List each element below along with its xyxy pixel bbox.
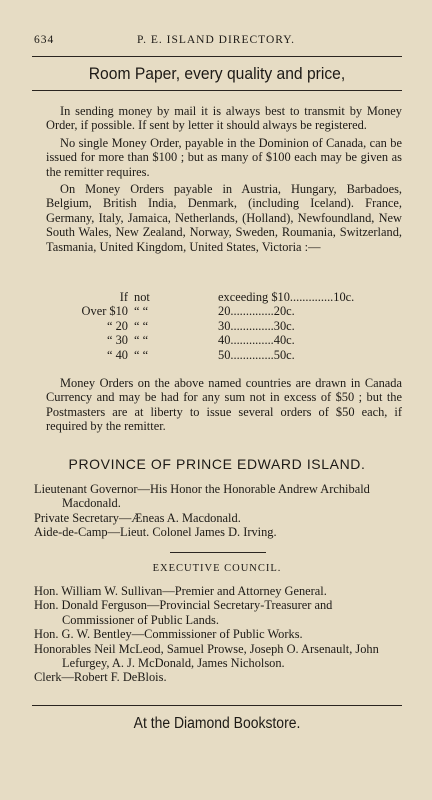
closing-paragraph: Money Orders on the above named countries are drawn in Canada Currency and may be had for any sum not in excess of $50 ; but the Postmasters are at liberty to issue several orders of $50 each, if required by the remitter. — [46, 376, 402, 434]
footer-rule — [32, 705, 402, 706]
banner-rule — [32, 90, 402, 91]
list-item: Private Secretary—Æneas A. Macdonald. — [34, 510, 241, 525]
list-item: Lieutenant Governor—His Honor the Honorable Andrew Archibald Macdonald. — [34, 482, 370, 511]
paragraph-2: No single Money Order, payable in the Dominion of Canada, can be issued for more than $100 ; but as many of $100 each may be given as the remitter requires. — [46, 135, 402, 179]
rate-row: “ 40 “ “ 50..............50c. — [107, 347, 295, 362]
province-heading: PROVINCE OF PRINCE EDWARD ISLAND. — [68, 456, 366, 472]
money-order-closing — [46, 376, 402, 437]
province-officers — [34, 482, 402, 540]
paragraph-3: On Money Orders payable in Austria, Hungary, Barbadoes, Belgium, British India, Denmark, (including Iceland). France, Germany, Italy, Jamaica, Netherlands, (Holland), Newfoundland, New South Wales, New Zealand, Norway, Sweden, Roumania, Switzerland, Tasmania, United Kingdom, United States, Victoria :— — [46, 182, 402, 254]
money-order-text — [46, 104, 402, 257]
list-item: Clerk—Robert F. DeBlois. — [34, 670, 167, 685]
list-item: Honorables Neil McLeod, Samuel Prowse, Joseph O. Arsenault, John Lefurgey, A. J. McDonald, James Nicholson. — [34, 641, 379, 671]
rate-row: “ 20 “ “ 30..............30c. — [107, 318, 295, 333]
list-item: Hon. G. W. Bentley—Commissioner of Public Works. — [34, 627, 303, 642]
rate-row: “ 30 “ “ 40..............40c. — [107, 333, 295, 348]
paragraph-1: In sending money by mail it is always best to transmit by Money Order, if possible. If sent by letter it should always be registered. — [46, 104, 402, 133]
page-number: 634 — [34, 34, 55, 46]
list-item: Aide-de-Camp—Lieut. Colonel James D. Irving. — [34, 525, 277, 540]
list-item: Hon. William W. Sullivan—Premier and Attorney General. — [34, 584, 327, 598]
header-rule — [32, 56, 402, 57]
section-divider — [170, 552, 266, 553]
council-heading: EXECUTIVE COUNCIL. — [152, 563, 282, 574]
money-order-rates — [72, 290, 400, 362]
executive-council — [34, 584, 402, 685]
running-title: P. E. ISLAND DIRECTORY. — [136, 34, 296, 46]
list-item: Hon. Donald Ferguson—Provincial Secretary-Treasurer and Commissioner of Public Lands. — [34, 598, 333, 627]
rate-row: If not exceeding $10..............10c. — [119, 290, 355, 304]
rate-row: Over $10 “ “ 20..............20c. — [81, 304, 295, 319]
bottom-advertisement: At the Diamond Bookstore. — [133, 715, 301, 732]
top-advertisement: Room Paper, every quality and price, — [88, 64, 346, 83]
